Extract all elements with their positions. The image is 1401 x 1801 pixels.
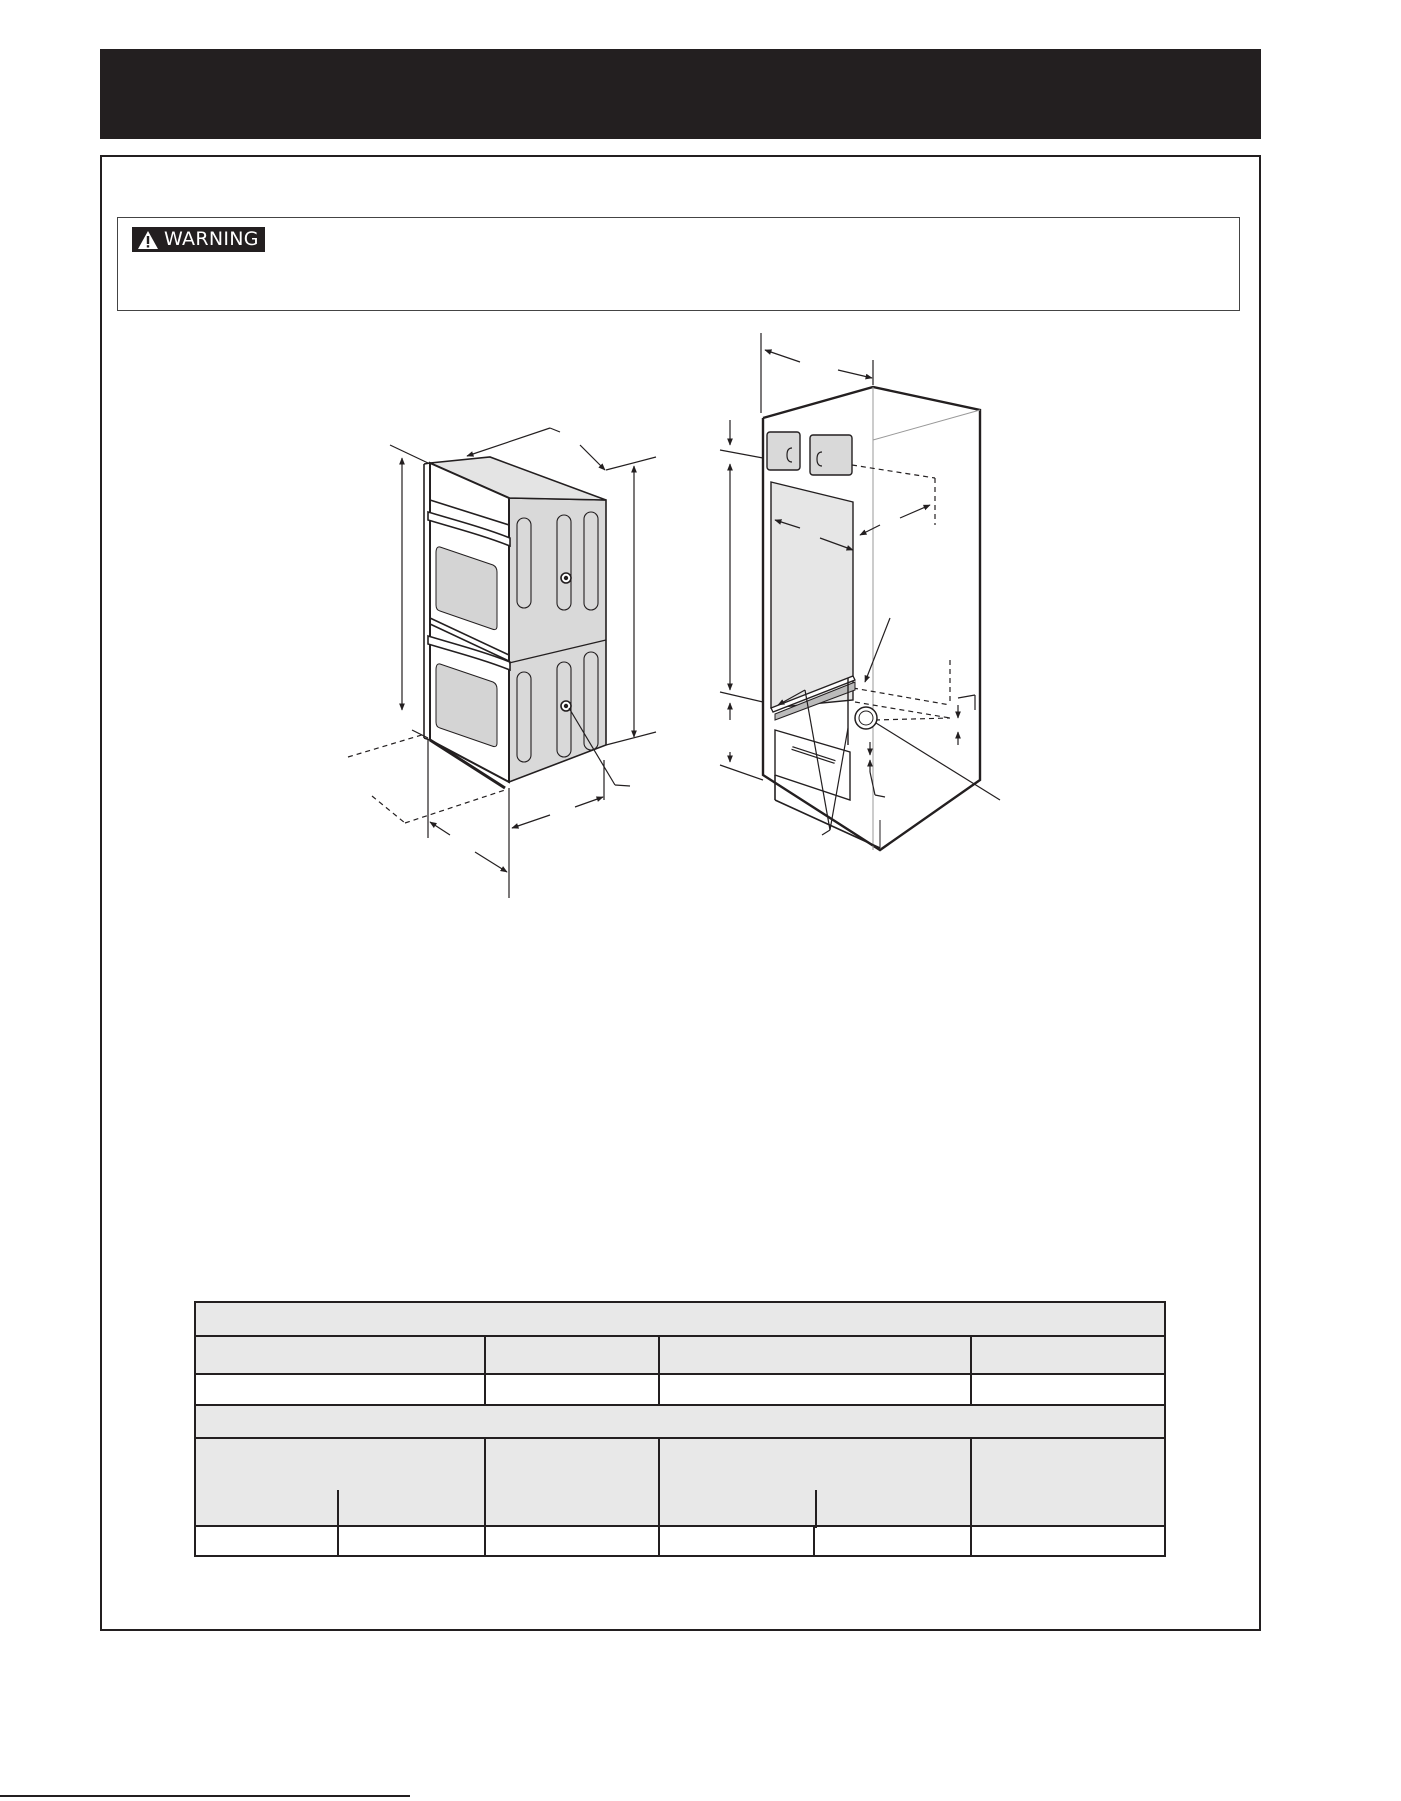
table-header-cell xyxy=(971,1438,1165,1526)
table-title-row xyxy=(195,1302,1165,1336)
specifications-table xyxy=(194,1301,1166,1557)
wall-oven-drawing xyxy=(424,457,630,788)
cabinet-cutout-drawing xyxy=(763,387,1000,850)
table-cell xyxy=(971,1526,1165,1556)
table-cell xyxy=(338,1526,485,1556)
footer-rule xyxy=(0,1795,410,1797)
table-cell xyxy=(195,1374,485,1405)
table-cell xyxy=(195,1526,338,1556)
warning-label: WARNING xyxy=(164,228,259,250)
table-header-cell xyxy=(485,1336,659,1374)
installation-diagram xyxy=(0,0,1401,900)
table-cell xyxy=(814,1526,971,1556)
table-section-row xyxy=(195,1405,1165,1438)
table-cell xyxy=(485,1526,659,1556)
table-cell xyxy=(659,1526,814,1556)
table-cell xyxy=(659,1374,971,1405)
table-cell xyxy=(971,1374,1165,1405)
table-subdivider xyxy=(815,1490,817,1528)
table-header-cell xyxy=(195,1336,485,1374)
table-subdivider xyxy=(337,1490,339,1528)
table-header-cell xyxy=(195,1438,485,1526)
table-header-cell xyxy=(659,1336,971,1374)
table-cell xyxy=(485,1374,659,1405)
table-header-cell xyxy=(485,1438,659,1526)
table-header-cell xyxy=(971,1336,1165,1374)
